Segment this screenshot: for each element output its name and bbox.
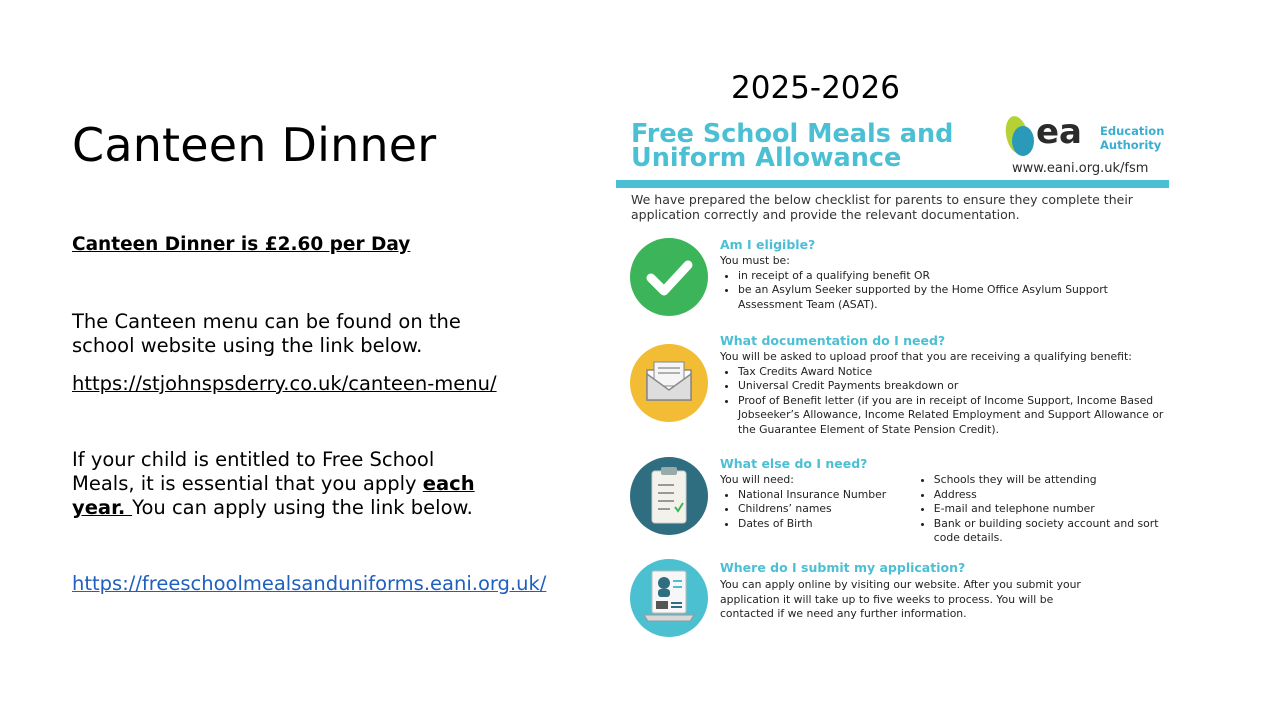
fsm-application-link[interactable]: https://freeschoolmealsanduniforms.eani.org.uk/ <box>72 572 547 595</box>
two-column-list <box>720 473 1165 546</box>
logo-leaf-blue <box>1012 126 1034 156</box>
section-body <box>720 473 1165 546</box>
laptop-icon <box>630 559 708 637</box>
list-item: • in receipt of a qualifying benefit OR <box>738 269 1165 284</box>
price-text: Canteen Dinner is £2.60 per Day <box>72 234 411 255</box>
list-item: • Childrens’ names <box>738 502 916 517</box>
list-item: • Dates of Birth <box>738 517 916 532</box>
list-column-left <box>720 473 916 546</box>
section-body <box>720 254 1165 312</box>
list-item: • Tax Credits Award Notice <box>738 365 1165 380</box>
section-body: You can apply online by visiting our website. After you submit your application it will take up to five weeks to process. You will be contacted if we need any further information. <box>720 578 1081 620</box>
section-heading: What else do I need? <box>720 456 868 471</box>
fsm-text-end: You can apply using the link below. <box>132 496 473 519</box>
list-item: • E-mail and telephone number <box>934 502 1165 517</box>
year-heading: 2025-2026 <box>731 70 900 106</box>
section-heading: Where do I submit my application? <box>720 560 966 575</box>
page-title: Canteen Dinner <box>72 118 437 172</box>
list-item: • Schools they will be attending <box>934 473 1165 488</box>
logo-text: ea <box>1036 112 1083 152</box>
fsm-paragraph <box>72 448 502 520</box>
clipboard-icon <box>630 457 708 535</box>
section-lead: You will be asked to upload proof that you are receiving a qualifying benefit: <box>720 350 1132 363</box>
canteen-menu-link[interactable]: https://stjohnspsderry.co.uk/canteen-menu/ <box>72 372 497 395</box>
flyer-intro: We have prepared the below checklist for parents to ensure they complete their application correctly and provide the relevant documentation. <box>631 192 1133 222</box>
ea-logo <box>1006 112 1166 160</box>
menu-paragraph: The Canteen menu can be found on the school website using the link below. <box>72 310 461 357</box>
envelope-icon <box>630 344 708 422</box>
logo-org-line2: Authority <box>1100 138 1162 152</box>
fsm-text-emphasis: each year. <box>72 472 475 519</box>
list-item: • Bank or building society account and sort code details. <box>934 517 1165 546</box>
list-item: • National Insurance Number <box>738 488 916 503</box>
list-item: • be an Asylum Seeker supported by the Home Office Asylum Support Assessment Team (ASAT). <box>738 283 1165 312</box>
checkmark-icon <box>630 238 708 316</box>
fsm-text-start: If your child is entitled to Free School Meals, it is essential that you apply <box>72 448 435 495</box>
flyer-title-line1: Free School Meals and <box>631 119 954 149</box>
section-heading: What documentation do I need? <box>720 333 946 348</box>
divider-bar <box>616 180 1169 188</box>
logo-org-name <box>1100 124 1164 152</box>
section-lead: You must be: <box>720 254 790 267</box>
logo-org-line1: Education <box>1100 124 1165 138</box>
fsm-flyer <box>616 112 1169 640</box>
flyer-title <box>631 119 954 173</box>
section-heading: Am I eligible? <box>720 237 816 252</box>
section-body <box>720 350 1165 437</box>
list-item: • Address <box>934 488 1165 503</box>
list-item: • Universal Credit Payments breakdown or <box>738 379 1165 394</box>
list-item: • Proof of Benefit letter (if you are in receipt of Income Support, Income Based Jobseeker’s Allowance, Income Related Employment and Support Allowance or the Guarantee Element of State Pension Credit). <box>738 394 1165 438</box>
flyer-url: www.eani.org.uk/fsm <box>1012 161 1149 176</box>
section-lead: You will need: <box>720 473 794 486</box>
list-column-right <box>916 473 1165 546</box>
flyer-title-line2: Uniform Allowance <box>631 143 902 173</box>
